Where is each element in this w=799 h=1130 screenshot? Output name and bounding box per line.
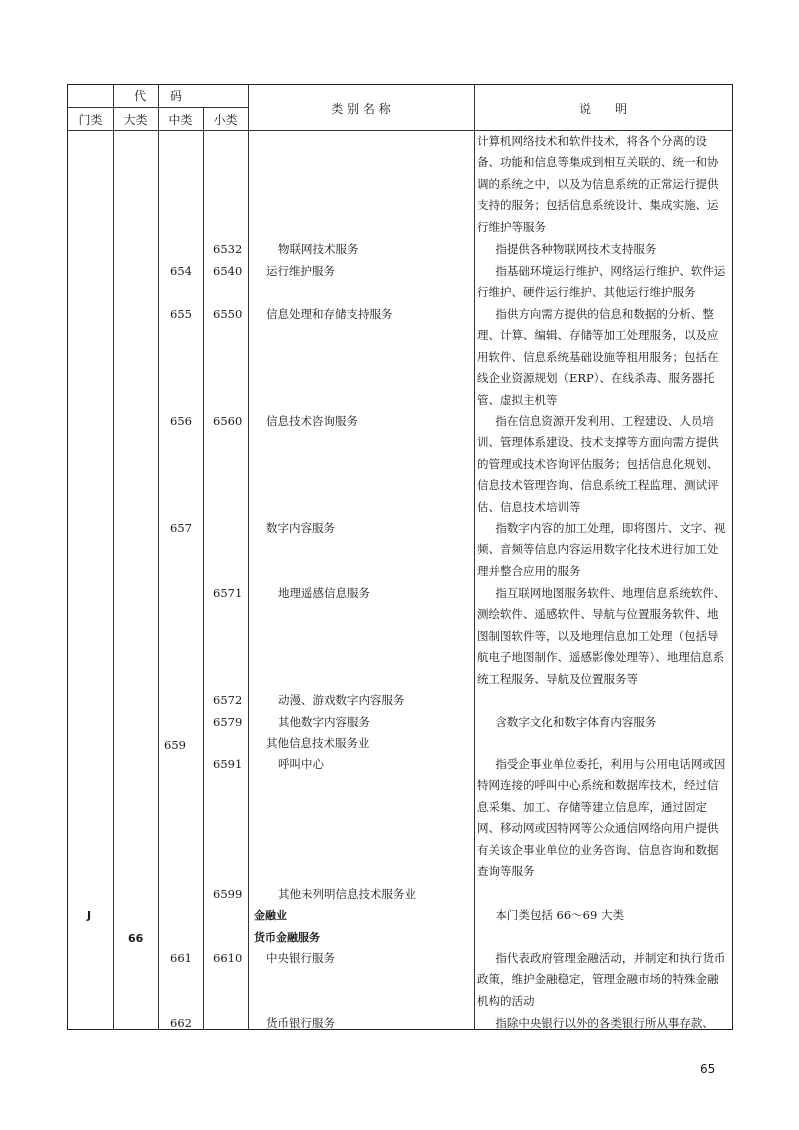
code-zhong: 657 [170,521,192,535]
category-name: 信息处理和存储支持服务 [266,307,393,321]
code-xiao: 6571 [213,586,243,600]
category-name: 物联网技术服务 [278,242,359,256]
code-zhong: 662 [170,1016,192,1030]
table-row-desc: 指在信息资源开发利用、工程建设、人员培训、管理体系建设、技术支撑等方面向需方提供的管理或技术咨询评估服务；包括信息化规划、信息技术管理咨询、信息系统工程监理、测试评估、信息技术培训等 [477,414,719,514]
code-xiao: 6591 [213,757,243,771]
classification-table [67,84,733,1030]
code-men: J [87,909,92,922]
header-desc: 说 明 [578,102,627,116]
table-row-desc: 指基础环境运行维护、网络运行维护、软件运行维护、硬件运行维护、其他运行维护服务 [477,264,726,300]
col-divider [248,85,249,1029]
category-name: 数字内容服务 [266,521,335,535]
col-divider [113,85,114,1029]
table-row-desc: 指提供各种物联网技术支持服务 [495,242,657,256]
col-divider [474,85,475,1029]
col-divider [203,107,204,1029]
header-zhong: 中类 [168,113,193,127]
code-zhong: 655 [170,307,192,321]
category-name: 地理遥感信息服务 [278,586,370,600]
header-da: 大类 [123,113,148,127]
code-da: 66 [128,932,144,945]
table-row-desc: 本门类包括 66～69 大类 [495,908,624,922]
table-row-desc: 指除中央银行以外的各类银行所从事存款、 [495,1016,714,1029]
category-name: 其他信息技术服务业 [266,736,370,750]
code-xiao: 6610 [213,951,243,965]
category-name: 中央银行服务 [266,951,335,965]
code-xiao: 6532 [213,242,243,256]
col-divider [158,85,159,1029]
code-xiao: 6540 [213,264,243,278]
category-name: 其他未列明信息技术服务业 [278,887,416,901]
table-row-desc: 指代表政府管理金融活动，并制定和执行货币政策，维护金融稳定，管理金融市场的特殊金融机构的活动 [477,951,726,1008]
code-zhong: 661 [170,951,192,965]
table-row-desc: 指互联网地图服务软件、地理信息系统软件、测绘软件、遥感软件、导航与位置服务软件、地图制图软件等，以及地理信息加工处理（包括导航电子地图制作、遥感影像处理等）、地理信息系统工程服务、导航及位置服务等 [477,586,726,686]
table-row-desc: 指数字内容的加工处理，即将图片、文字、视频、音频等信息内容运用数字化技术进行加工处理并整合应用的服务 [477,521,726,578]
code-xiao: 6550 [213,307,243,321]
category-name: 货币金融服务 [254,931,320,944]
category-name: 信息技术咨询服务 [266,414,358,428]
category-name: 运行维护服务 [266,264,335,278]
code-zhong: 654 [170,264,192,278]
header-divider [68,107,248,108]
category-name: 动漫、游戏数字内容服务 [278,693,405,707]
category-name: 呼叫中心 [278,757,324,771]
code-zhong: 659 [164,738,186,752]
category-name: 金融业 [254,909,287,922]
table-row-desc: 计算机网络技术和软件技术，将各个分离的设备、功能和信息等集成到相互关联的、统一和协调的系统之中，以及为信息系统的正常运行提供支持的服务；包括信息系统设计、集成实施、运行维护等服务 [477,134,719,234]
code-xiao: 6560 [213,414,243,428]
code-zhong: 656 [170,414,192,428]
header-name: 类 别 名 称 [331,102,391,116]
category-name: 货币银行服务 [266,1016,335,1030]
code-xiao: 6599 [213,887,243,901]
category-name: 其他数字内容服务 [278,715,370,729]
table-row-desc: 指供方向需方提供的信息和数据的分析、整理、计算、编辑、存储等加工处理服务，以及应用软件、信息系统基础设施等租用服务；包括在线企业资源规划（ERP）、在线杀毒、服务器托管、虚拟主机等 [477,307,719,407]
table-row-desc: 含数字文化和数字体育内容服务 [495,715,657,729]
header-men: 门类 [78,113,103,127]
header-xiao: 小类 [213,113,238,127]
table-row-desc: 指受企事业单位委托，利用与公用电话网或因特网连接的呼叫中心系统和数据库技术，经过信息采集、加工、存储等建立信息库，通过固定网、移动网或因特网等公众通信网络向用户提供有关该企事业单位的业务咨询、信息咨询和数据查询等服务 [477,757,726,879]
header-code: 代 码 [133,89,182,103]
code-xiao: 6579 [213,715,243,729]
page-number: 65 [700,1062,716,1076]
code-xiao: 6572 [213,693,243,707]
